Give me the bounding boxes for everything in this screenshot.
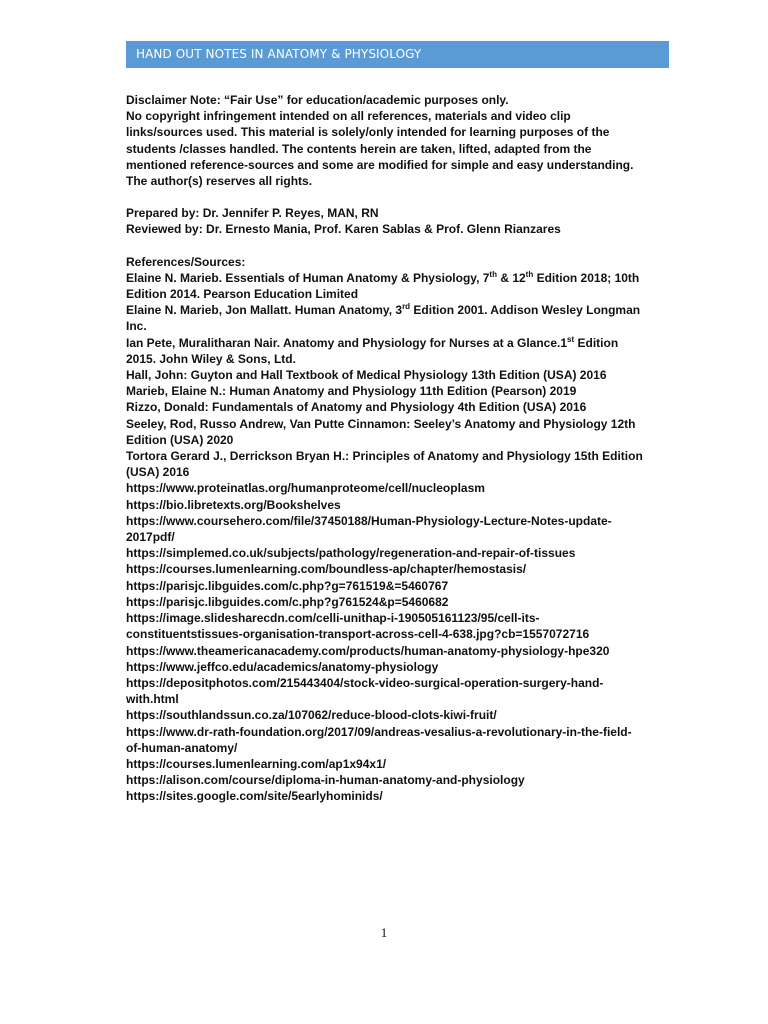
references-heading: References/Sources: (126, 254, 246, 269)
disclaimer-line: links/sources used. This material is solely/only intended for learning purposes of the (126, 125, 610, 140)
ref-text: Elaine N. Marieb. Essentials of Human Anatomy & Physiology, 7 (126, 270, 490, 285)
reference-line: Tortora Gerard J., Derrickson Bryan H.: Principles of Anatomy and Physiology 15th Edition (126, 449, 643, 464)
reference-link[interactable]: https://alison.com/course/diploma-in-human-anatomy-and-physiology (126, 773, 525, 788)
reference-link[interactable]: https://depositphotos.com/215443404/stock-video-surgical-operation-surgery-hand- (126, 675, 604, 690)
reviewed-by: Reviewed by: Dr. Ernesto Mania, Prof. Karen Sablas & Prof. Glenn Rianzares (126, 222, 561, 237)
ref-superscript: th (489, 269, 497, 279)
reference-link[interactable]: constituentstissues-organisation-transport-across-cell-4-638.jpg?cb=1557072716 (126, 627, 590, 642)
reference-line: Marieb, Elaine N.: Human Anatomy and Physiology 11th Edition (Pearson) 2019 (126, 384, 577, 399)
references-block (126, 254, 686, 805)
document-body (126, 92, 686, 805)
reference-link[interactable]: of-human-anatomy/ (126, 740, 238, 755)
page-number: 1 (380, 925, 388, 940)
disclaimer-block (126, 92, 686, 189)
reference-line: Rizzo, Donald: Fundamentals of Anatomy and Physiology 4th Edition (USA) 2016 (126, 400, 587, 415)
credits-block (126, 205, 686, 237)
disclaimer-line: No copyright infringement intended on all references, materials and video clip (126, 109, 571, 124)
reference-line: Edition (USA) 2020 (126, 432, 234, 447)
reference-link[interactable]: with.html (126, 692, 179, 707)
prepared-by: Prepared by: Dr. Jennifer P. Reyes, MAN, RN (126, 206, 379, 221)
disclaimer-line: students /classes handled. The contents herein are taken, lifted, adapted from the (126, 141, 592, 156)
reference-link[interactable]: https://www.dr-rath-foundation.org/2017/09/andreas-vesalius-a-revolutionary-in-the-field- (126, 724, 632, 739)
disclaimer-line: mentioned reference-sources and some are modified for simple and easy understanding. (126, 157, 634, 172)
reference-link[interactable]: https://www.theamericanacademy.com/products/human-anatomy-physiology-hpe320 (126, 643, 610, 658)
disclaimer-line: The author(s) reserves all rights. (126, 174, 313, 189)
reference-line: (USA) 2016 (126, 465, 190, 480)
disclaimer-line: Disclaimer Note: “Fair Use” for education/academic purposes only. (126, 93, 509, 107)
reference-line: Seeley, Rod, Russo Andrew, Van Putte Cinnamon: Seeley’s Anatomy and Physiology 12th (126, 416, 636, 431)
reference-link[interactable]: https://www.jeffco.edu/academics/anatomy-physiology (126, 659, 439, 674)
ref-text: Ian Pete, Muralitharan Nair. Anatomy and Physiology for Nurses at a Glance.1 (126, 335, 568, 350)
ref-text: Edition 2001. Addison Wesley Longman (410, 303, 641, 318)
reference-link[interactable]: https://bio.libretexts.org/Bookshelves (126, 497, 341, 512)
reference-line: 2015. John Wiley & Sons, Ltd. (126, 351, 296, 366)
reference-link[interactable]: https://www.proteinatlas.org/humanproteome/cell/nucleoplasm (126, 481, 485, 496)
header-bar (126, 41, 669, 68)
reference-line: Edition 2014. Pearson Education Limited (126, 287, 359, 302)
ref-superscript: th (525, 269, 534, 279)
reference-line (126, 302, 686, 318)
ref-text: Edition 2018; 10th (533, 270, 640, 285)
reference-line: Inc. (126, 319, 147, 334)
ref-text: Elaine N. Marieb, Jon Mallatt. Human Anatomy, 3 (126, 303, 403, 318)
reference-link[interactable]: https://image.slidesharecdn.com/celli-unithap-i-190505161123/95/cell-its- (126, 611, 540, 626)
reference-link[interactable]: https://parisjc.libguides.com/c.php?g=761519&=5460767 (126, 578, 449, 593)
ref-superscript: rd (402, 302, 411, 312)
reference-line: Hall, John: Guyton and Hall Textbook of Medical Physiology 13th Edition (USA) 2016 (126, 368, 607, 383)
reference-link[interactable]: https://parisjc.libguides.com/c.php?g761524&p=5460682 (126, 594, 449, 609)
header-title: HAND OUT NOTES IN ANATOMY & PHYSIOLOGY (136, 47, 422, 61)
reference-link[interactable]: https://courses.lumenlearning.com/ap1x94x1/ (126, 756, 387, 771)
reference-link[interactable]: https://southlandssun.co.za/107062/reduce-blood-clots-kiwi-fruit/ (126, 708, 497, 723)
ref-superscript: st (567, 334, 575, 344)
ref-text: & 12 (496, 270, 526, 285)
reference-line (126, 270, 686, 286)
reference-link[interactable]: https://www.coursehero.com/file/37450188/Human-Physiology-Lecture-Notes-update- (126, 513, 612, 528)
reference-line (126, 335, 686, 351)
ref-text: Edition (574, 335, 619, 350)
reference-link[interactable]: https://simplemed.co.uk/subjects/pathology/regeneration-and-repair-of-tissues (126, 546, 576, 561)
reference-link[interactable]: https://sites.google.com/site/5earlyhominids/ (126, 789, 383, 804)
reference-link[interactable]: https://courses.lumenlearning.com/boundless-ap/chapter/hemostasis/ (126, 562, 527, 577)
reference-link[interactable]: 2017pdf/ (126, 530, 175, 545)
